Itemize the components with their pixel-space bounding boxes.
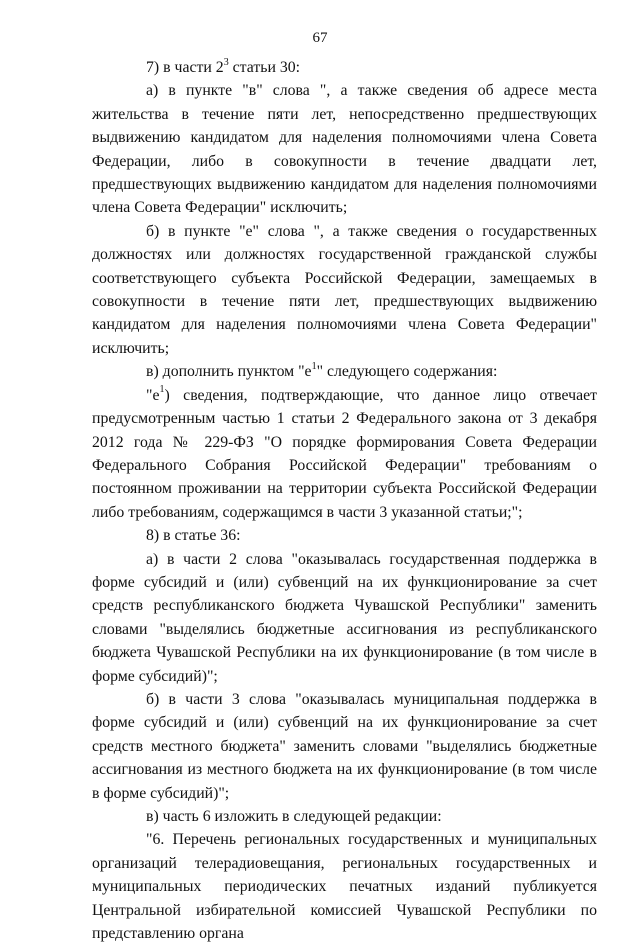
paragraph-text: 7) в части 2 [146,59,224,76]
superscript: 1 [159,384,165,396]
paragraph [92,360,597,383]
superscript: 3 [223,56,229,68]
paragraph-text: а) в части 2 слова "оказывалась государственная поддержка в форме субсидий и (или) субвенций на их функционирование за счет средств республиканского бюджета Чувашской Республики" заменить словами "выделялись бюджетные ассигнования из республиканского бюджета Чувашской Республики на их функционирование (в том числе в форме субсидий)"; [92,550,597,685]
page-number: 67 [312,30,328,46]
paragraph-text: "е [146,386,160,404]
paragraph-text: б) в части 3 слова "оказывалась муниципальная поддержка в форме субсидий и (или) субвенций на их функционирование за счет средств местного бюджета" заменить словами "выделялись бюджетные ассигнования из местного бюджета на их функционирование (в том числе в форме субсидий)"; [92,690,597,802]
paragraph [92,828,597,945]
paragraph-text: ) сведения, подтверждающие, что данное лицо отвечает предусмотренным частью 1 статьи 2 Федерального закона от 3 декабря 2012 года № 229-ФЗ "О порядке формирования Совета Федерации Федерального Собрания Российской Федерации" требованиям о постоянном проживании на территории субъекта Российской Федерации либо требованиям, содержащимся в части 3 указанной статьи;"; [92,386,597,521]
paragraph [92,805,597,828]
paragraph-text: в) дополнить пунктом "е [146,363,312,381]
paragraph [92,220,597,360]
paragraph [92,79,597,219]
paragraph-text: 8) в статье 36: [146,527,241,545]
paragraph-text: статьи 30: [228,59,301,76]
superscript: 1 [311,361,317,373]
paragraph [92,56,597,79]
paragraph [92,384,597,524]
paragraph-text: в) часть 6 изложить в следующей редакции: [146,808,442,825]
paragraph [92,548,597,688]
paragraph [92,688,597,805]
paragraph [92,524,597,547]
paragraph-text: " следующего содержания: [316,363,498,381]
document-body [92,56,597,945]
paragraph-text: "6. Перечень региональных государственных и муниципальных организаций телерадиовещания, региональных государственных и муниципальных периодических печатных изданий публикуется Центральной избирательной комиссией Чувашской Республики по представлению органа [92,831,597,943]
paragraph-text: а) в пункте "в" слова ", а также сведения об адресе места жительства в течение пяти лет, непосредственно предшествующих выдвижению кандидатом для наделения полномочиями члена Совета Федерации, либо в совокупности в течение двадцати лет, предшествующих выдвижению кандидатом для наделения полномочиями члена Совета Федерации" исключить; [92,82,597,217]
paragraph-text: б) в пункте "е" слова ", а также сведения о государственных должностях или должностях государственной гражданской службы соответствующего субъекта Российской Федерации, замещаемых в совокупности в течение пяти лет, предшествующих выдвижению кандидатом для наделения полномочиями члена Совета Федерации" исключить; [92,222,597,357]
